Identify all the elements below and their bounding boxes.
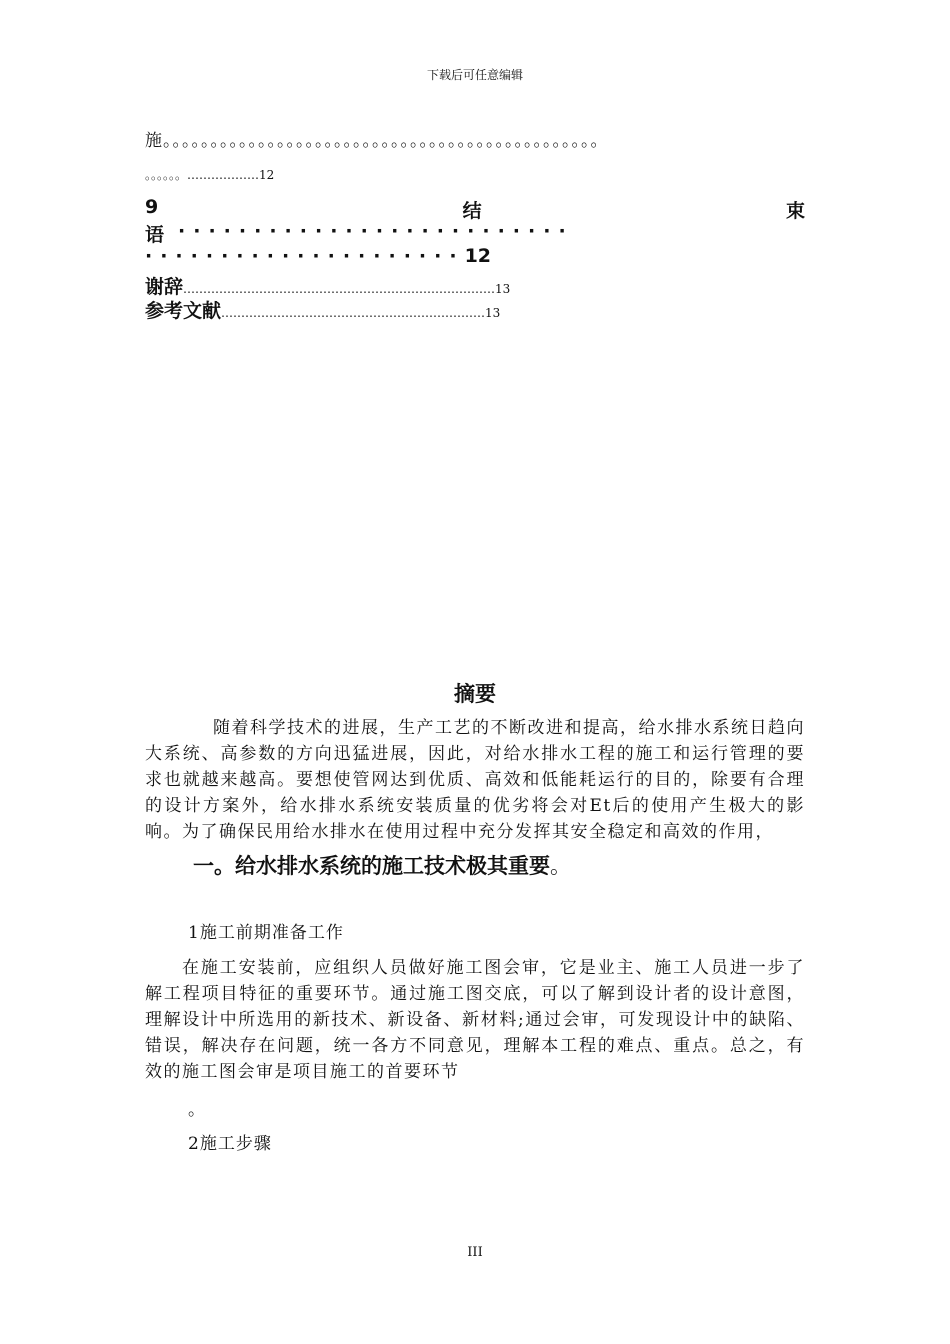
toc-ack-label: 谢辞 <box>145 276 184 298</box>
toc-item-9-number: 9 <box>145 196 159 218</box>
section-heading <box>193 850 571 880</box>
toc-item-9-leader-2: ····················· <box>145 245 465 267</box>
toc-item-9-line3 <box>145 245 491 267</box>
toc-ack-page: 13 <box>495 282 511 296</box>
toc-item-9-word-part3: 语 <box>145 224 165 246</box>
page-number: III <box>467 1245 483 1260</box>
toc-item-acknowledgements <box>145 272 510 299</box>
subsection-2-heading: 2施工步骤 <box>188 1134 272 1154</box>
page-header: 下载后可任意编辑 <box>426 68 523 82</box>
toc-refs-label: 参考文献 <box>145 300 222 322</box>
toc-refs-page: 13 <box>485 306 501 320</box>
toc-item-9-page: 12 <box>464 245 492 267</box>
toc-continuation-leader: 。。。。。。………………12 <box>145 168 275 182</box>
toc-item-9 <box>145 196 805 223</box>
toc-item-9-line2 <box>145 220 805 247</box>
section-1-body: 在施工安装前，应组织人员做好施工图会审，它是业主、施工人员进一步了解工程项目特征的重要环节。通过施工图交底，可以了解到设计者的设计意图，理解设计中所选用的新技术、新设备、新材料;通过会审，可发现设计中的缺陷、错误，解决存在问题，统一各方不同意见，理解本工程的难点、重点。总之，有效的施工图会审是项目施工的首要环节 <box>145 958 805 1082</box>
toc-continuation-line: 施。。。。。。。。。。。。。。。。。。。。。。。。。。。。。。。。。。。。。。。。。。。。。。 <box>145 131 609 151</box>
toc-item-9-leader: ·························· <box>178 220 574 242</box>
toc-refs-leader: ………………………………………………………… <box>221 306 486 320</box>
toc-ack-leader: …………………………………………………………………… <box>183 282 496 296</box>
toc-item-9-word-part2: 束 <box>785 200 805 222</box>
toc-item-9-word-part1: 结 <box>462 200 482 222</box>
abstract-title: 摘要 <box>454 682 496 706</box>
section-heading-tail: 。 <box>550 854 571 878</box>
orphan-punctuation: 。 <box>188 1100 206 1120</box>
subsection-1-heading: 1施工前期准备工作 <box>188 923 344 943</box>
toc-item-references <box>145 296 500 323</box>
abstract-body: 随着科学技术的进展，生产工艺的不断改进和提高，给水排水系统日趋向大系统、高参数的方向迅猛进展，因此，对给水排水工程的施工和运行管理的要求也就越来越高。要想使管网达到优质、高效和低能耗运行的目的，除要有合理的设计方案外，给水排水系统安装质量的优劣将会对Et后的使用产生极大的影响。为了确保民用给水排水在使用过程中充分发挥其安全稳定和高效的作用， <box>145 718 805 842</box>
section-heading-text: 一。给水排水系统的施工技术极其重要 <box>193 854 550 878</box>
